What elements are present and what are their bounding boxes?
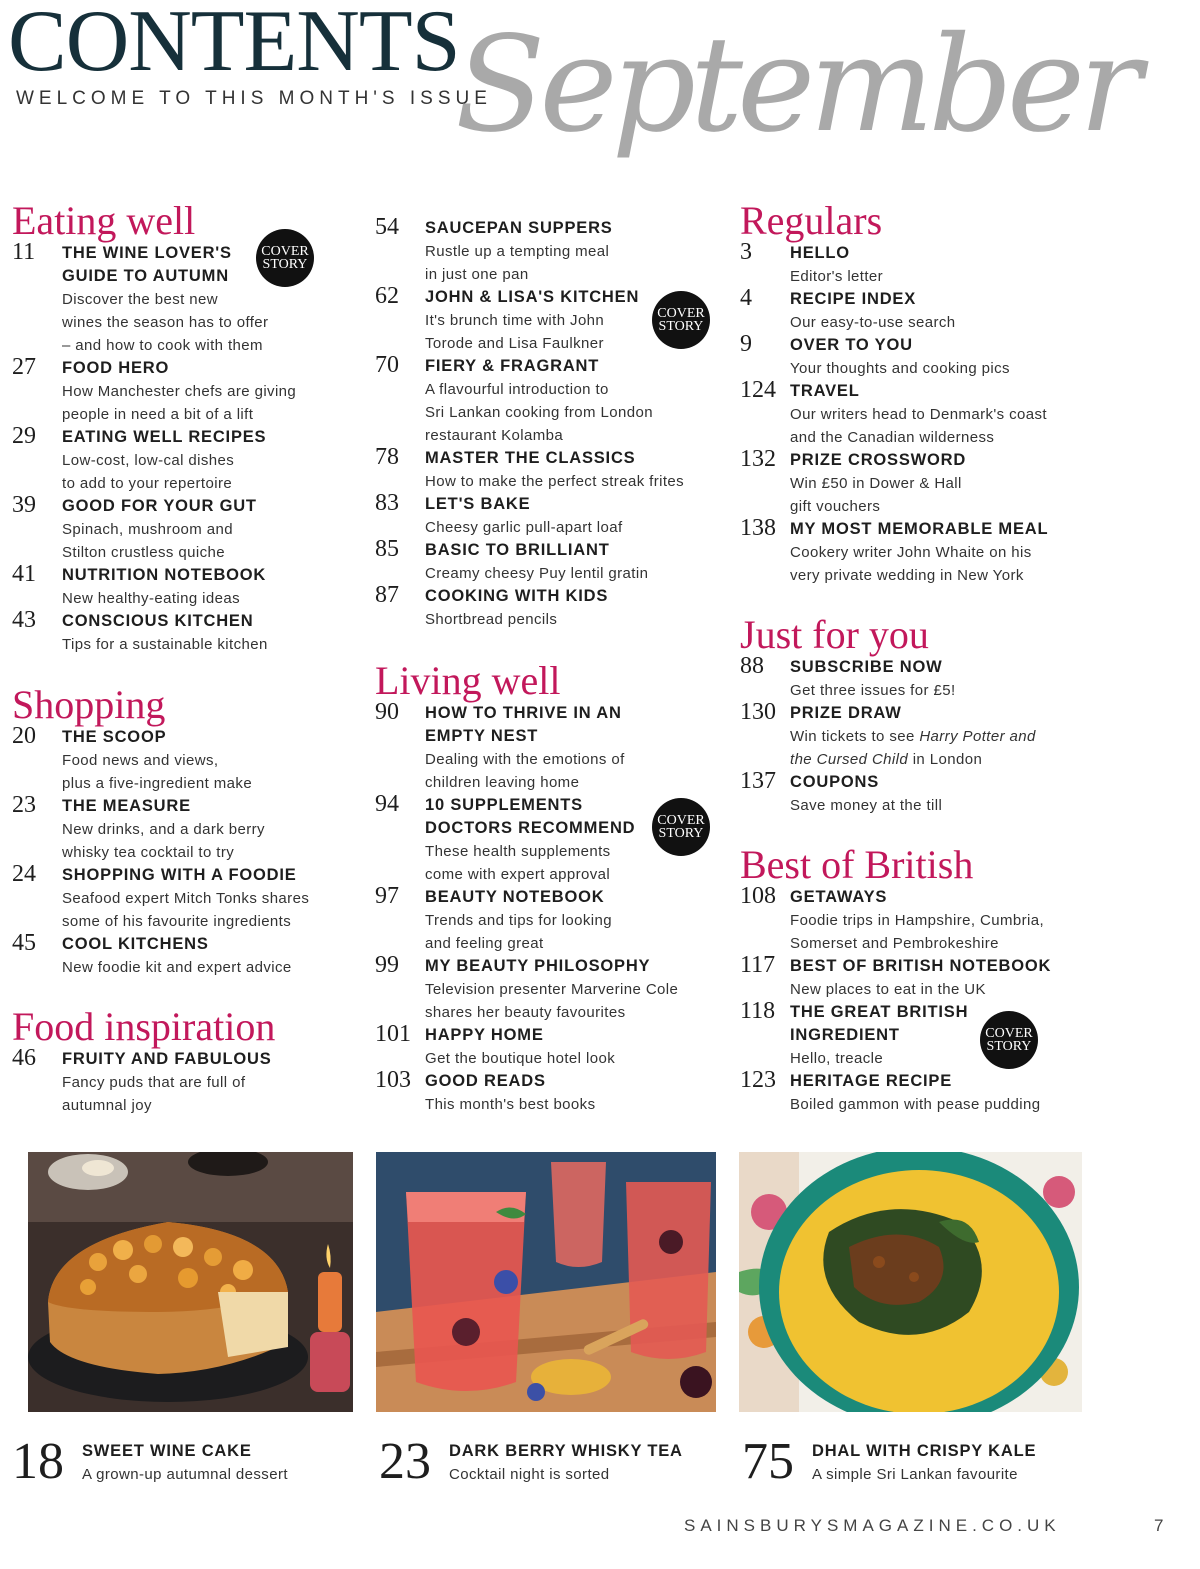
- section-title: Living well: [375, 658, 561, 703]
- entry-title: JOHN & LISA'S KITCHEN: [425, 288, 640, 306]
- entry-title: HERITAGE RECIPE: [790, 1072, 953, 1090]
- entry-description: Low-cost, low-cal dishes to add to your repertoire: [62, 452, 235, 492]
- entry-title: EATING WELL RECIPES: [62, 428, 267, 446]
- entry-title: 10 SUPPLEMENTS DOCTORS RECOMMEND: [425, 796, 636, 837]
- contents-entry[interactable]: [12, 723, 362, 795]
- page-number: 23: [12, 792, 36, 818]
- entry-title: THE GREAT BRITISH INGREDIENT: [790, 1003, 969, 1044]
- section-just-for-you: [740, 612, 1195, 817]
- entry-title: SAUCEPAN SUPPERS: [425, 219, 613, 237]
- page-number: 97: [375, 883, 399, 909]
- entry-title: CONSCIOUS KITCHEN: [62, 612, 254, 630]
- entry-description: New places to eat in the UK: [790, 981, 986, 998]
- page-number: 138: [740, 515, 776, 541]
- page-number: 43: [12, 607, 36, 633]
- contents-entry[interactable]: [740, 515, 1195, 587]
- contents-entry[interactable]: [375, 699, 725, 794]
- section-living-well: [375, 658, 725, 1116]
- issue-month: September: [455, 8, 1137, 162]
- entry-title: MASTER THE CLASSICS: [425, 449, 636, 467]
- entry-description: Television presenter Marverine Cole shares her beauty favourites: [425, 981, 679, 1021]
- page-number: 90: [375, 699, 399, 725]
- entry-title: GETAWAYS: [790, 888, 888, 906]
- page-number: 70: [375, 352, 399, 378]
- page-number: 124: [740, 377, 776, 403]
- entry-title: LET'S BAKE: [425, 495, 531, 513]
- feature-page-number: 23: [379, 1433, 431, 1490]
- entry-title: PRIZE CROSSWORD: [790, 451, 967, 469]
- entry-description: Get the boutique hotel look: [425, 1050, 616, 1067]
- feature-text: [82, 1440, 288, 1486]
- feature-title: SWEET WINE CAKE: [82, 1442, 252, 1460]
- section-title: Just for you: [740, 612, 929, 657]
- contents-entry[interactable]: [12, 1045, 362, 1117]
- page-number: 78: [375, 444, 399, 470]
- cake-image: [28, 1152, 353, 1412]
- entry-description: New healthy-eating ideas: [62, 590, 241, 607]
- entry-description: How Manchester chefs are giving people in need a bit of a lift: [62, 383, 297, 423]
- entry-title: MY BEAUTY PHILOSOPHY: [425, 957, 651, 975]
- contents-entry[interactable]: [740, 446, 1195, 518]
- contents-entry[interactable]: [375, 582, 725, 631]
- entry-title: NUTRITION NOTEBOOK: [62, 566, 267, 584]
- contents-entry[interactable]: [375, 536, 725, 585]
- page-number: 27: [12, 354, 36, 380]
- entry-title: HAPPY HOME: [425, 1026, 544, 1044]
- page-number: 130: [740, 699, 776, 725]
- entry-description: Tips for a sustainable kitchen: [62, 636, 268, 653]
- page-number: 46: [12, 1045, 36, 1071]
- contents-entry[interactable]: [375, 1067, 725, 1116]
- contents-entry[interactable]: [12, 492, 362, 564]
- page-number: 101: [375, 1021, 411, 1047]
- entry-description: Editor's letter: [790, 268, 884, 285]
- website-url[interactable]: SAINSBURYSMAGAZINE.CO.UK: [684, 1516, 1061, 1535]
- contents-entry[interactable]: [375, 444, 725, 493]
- folio-page-number: 7: [1154, 1516, 1164, 1535]
- contents-entry[interactable]: [375, 490, 725, 539]
- entry-description: Fancy puds that are full of autumnal joy: [62, 1074, 246, 1114]
- page-number: 3: [740, 239, 752, 265]
- page-title: CONTENTS: [8, 0, 460, 90]
- contents-entry[interactable]: [375, 883, 725, 955]
- feature-description: A grown-up autumnal dessert: [82, 1466, 288, 1483]
- desc-italic-title: Harry Potter and: [919, 728, 1036, 745]
- feature-text: [449, 1440, 683, 1486]
- entry-title: BASIC TO BRILLIANT: [425, 541, 610, 559]
- entry-description: Spinach, mushroom and Stilton crustless quiche: [62, 521, 233, 561]
- entry-description: Hello, treacle: [790, 1050, 884, 1067]
- desc-italic-title: the Cursed Child: [790, 751, 909, 768]
- feature-description: Cocktail night is sorted: [449, 1466, 610, 1483]
- entry-description: Rustle up a tempting meal in just one pan: [425, 243, 610, 283]
- page-number: 103: [375, 1067, 411, 1093]
- contents-entry[interactable]: [12, 423, 362, 495]
- page-number: 24: [12, 861, 36, 887]
- entry-description: This month's best books: [425, 1096, 596, 1113]
- page-number: 87: [375, 582, 399, 608]
- contents-entry[interactable]: [375, 214, 725, 286]
- contents-entry[interactable]: [12, 561, 362, 610]
- section-title: Eating well: [12, 198, 196, 243]
- entry-title: SUBSCRIBE NOW: [790, 658, 943, 676]
- entry-title: FOOD HERO: [62, 359, 170, 377]
- page-number: 137: [740, 768, 776, 794]
- contents-entry[interactable]: [740, 699, 1195, 771]
- page-number: 11: [12, 239, 36, 265]
- contents-entry[interactable]: [12, 792, 362, 864]
- entry-description: [790, 725, 1195, 771]
- entry-title: HELLO: [790, 244, 850, 262]
- feature-title: DHAL WITH CRISPY KALE: [812, 1442, 1037, 1460]
- contents-entry[interactable]: [12, 930, 362, 979]
- feature-text: [812, 1440, 1036, 1486]
- entry-title: COOL KITCHENS: [62, 935, 209, 953]
- entry-description: Win £50 in Dower & Hall gift vouchers: [790, 475, 962, 515]
- entry-description: Shortbread pencils: [425, 611, 558, 628]
- entry-title: SHOPPING WITH A FOODIE: [62, 866, 297, 884]
- entry-title: THE WINE LOVER'S GUIDE TO AUTUMN: [62, 244, 232, 285]
- page-number: 9: [740, 331, 752, 357]
- page-number: 88: [740, 653, 764, 679]
- entry-title: TRAVEL: [790, 382, 860, 400]
- entry-description: Foodie trips in Hampshire, Cumbria, Somerset and Pembrokeshire: [790, 912, 1045, 952]
- contents-entry[interactable]: [375, 352, 725, 447]
- entry-title: FRUITY AND FABULOUS: [62, 1050, 272, 1068]
- entry-title: COUPONS: [790, 773, 880, 791]
- feature-description: A simple Sri Lankan favourite: [812, 1466, 1018, 1483]
- page-number: 45: [12, 930, 36, 956]
- entry-description: Save money at the till: [790, 797, 943, 814]
- cover-story-badge: COVER STORY: [256, 229, 314, 287]
- contents-entry[interactable]: [12, 861, 362, 933]
- feature-title: DARK BERRY WHISKY TEA: [449, 1442, 683, 1460]
- entry-title: THE SCOOP: [62, 728, 167, 746]
- entry-title: PRIZE DRAW: [790, 704, 902, 722]
- feature-page-number: 18: [12, 1433, 64, 1490]
- entry-description: Creamy cheesy Puy lentil gratin: [425, 565, 649, 582]
- entry-title: GOOD READS: [425, 1072, 546, 1090]
- contents-entry[interactable]: [740, 1067, 1195, 1116]
- entry-title: MY MOST MEMORABLE MEAL: [790, 520, 1049, 538]
- page-number: 108: [740, 883, 776, 909]
- section-title: Food inspiration: [12, 1004, 276, 1049]
- entry-title: HOW TO THRIVE IN AN EMPTY NEST: [425, 704, 622, 745]
- page-number: 20: [12, 723, 36, 749]
- desc-text: Win tickets to see: [790, 728, 920, 745]
- entry-description: Get three issues for £5!: [790, 682, 956, 699]
- sweet-wine-cake-photo[interactable]: [28, 1152, 353, 1412]
- entry-title: RECIPE INDEX: [790, 290, 917, 308]
- berry-whisky-tea-photo[interactable]: [376, 1152, 716, 1412]
- page-number: 132: [740, 446, 776, 472]
- page-number: 39: [12, 492, 36, 518]
- entry-title: GOOD FOR YOUR GUT: [62, 497, 257, 515]
- contents-entry[interactable]: [12, 354, 362, 426]
- entry-title: BEAUTY NOTEBOOK: [425, 888, 605, 906]
- contents-entry[interactable]: [740, 377, 1195, 449]
- dhal-crispy-kale-photo[interactable]: [739, 1152, 1082, 1412]
- desc-text: in London: [908, 751, 983, 768]
- feature-page-number: 75: [742, 1433, 794, 1490]
- entry-description: These health supplements come with expert approval: [425, 843, 611, 883]
- contents-entry[interactable]: [740, 998, 1195, 1070]
- cover-story-badge: COVER STORY: [652, 798, 710, 856]
- cover-story-badge: COVER STORY: [980, 1011, 1038, 1069]
- entry-title: OVER TO YOU: [790, 336, 913, 354]
- entry-description: How to make the perfect streak frites: [425, 473, 685, 490]
- entry-description: Seafood expert Mitch Tonks shares some of his favourite ingredients: [62, 890, 310, 930]
- entry-description: Your thoughts and cooking pics: [790, 360, 1010, 377]
- page-number: 85: [375, 536, 399, 562]
- contents-entry[interactable]: [740, 331, 1195, 380]
- entry-title: COOKING WITH KIDS: [425, 587, 609, 605]
- page-number: 41: [12, 561, 36, 587]
- entry-description: New drinks, and a dark berry whisky tea cocktail to try: [62, 821, 265, 861]
- page-number: 54: [375, 214, 399, 240]
- page-number: 62: [375, 283, 399, 309]
- section-recipes-continued: [375, 214, 725, 631]
- entry-description: Cookery writer John Whaite on his very private wedding in New York: [790, 544, 1032, 584]
- page-number: 117: [740, 952, 776, 978]
- dhal-image: [739, 1152, 1082, 1412]
- entry-description: Boiled gammon with pease pudding: [790, 1096, 1041, 1113]
- entry-description: New foodie kit and expert advice: [62, 959, 292, 976]
- entry-title: FIERY & FRAGRANT: [425, 357, 600, 375]
- section-regulars: [740, 198, 1195, 587]
- section-title: Shopping: [12, 682, 166, 727]
- page-number: 94: [375, 791, 399, 817]
- contents-entry[interactable]: [740, 952, 1195, 1001]
- entry-description: Food news and views, plus a five-ingredient make: [62, 752, 253, 792]
- entry-description: A flavourful introduction to Sri Lankan cooking from London restaurant Kolamba: [425, 381, 653, 444]
- section-food-inspiration: [12, 1004, 362, 1117]
- contents-entry[interactable]: [375, 952, 725, 1024]
- entry-description: Cheesy garlic pull-apart loaf: [425, 519, 623, 536]
- entry-description: It's brunch time with John Torode and Lisa Faulkner: [425, 312, 605, 352]
- page-number: 123: [740, 1067, 776, 1093]
- contents-entry[interactable]: [12, 607, 362, 656]
- entry-description: Our writers head to Denmark's coast and the Canadian wilderness: [790, 406, 1047, 446]
- contents-entry[interactable]: [740, 653, 1195, 702]
- cover-story-badge: COVER STORY: [652, 291, 710, 349]
- page-number: 99: [375, 952, 399, 978]
- section-title: Best of British: [740, 842, 974, 887]
- page-number: 4: [740, 285, 752, 311]
- page-number: 83: [375, 490, 399, 516]
- contents-entry[interactable]: [740, 768, 1195, 817]
- entry-description: Our easy-to-use search: [790, 314, 956, 331]
- entry-title: THE MEASURE: [62, 797, 191, 815]
- contents-entry[interactable]: [740, 285, 1195, 334]
- section-shopping: [12, 682, 362, 979]
- cocktail-image: [376, 1152, 716, 1412]
- section-title: Regulars: [740, 198, 883, 243]
- entry-description: Discover the best new wines the season has to offer – and how to cook with them: [62, 291, 269, 354]
- contents-entry[interactable]: [740, 239, 1195, 288]
- page-number: 118: [740, 998, 776, 1024]
- contents-entry[interactable]: [375, 1021, 725, 1070]
- entry-title: BEST OF BRITISH NOTEBOOK: [790, 957, 1052, 975]
- entry-description: Dealing with the emotions of children leaving home: [425, 751, 625, 791]
- contents-entry[interactable]: [740, 883, 1195, 955]
- page-number: 29: [12, 423, 36, 449]
- page-subtitle: WELCOME TO THIS MONTH'S ISSUE: [16, 88, 492, 109]
- entry-description: Trends and tips for looking and feeling great: [425, 912, 613, 952]
- section-best-of-british: [740, 842, 1195, 1116]
